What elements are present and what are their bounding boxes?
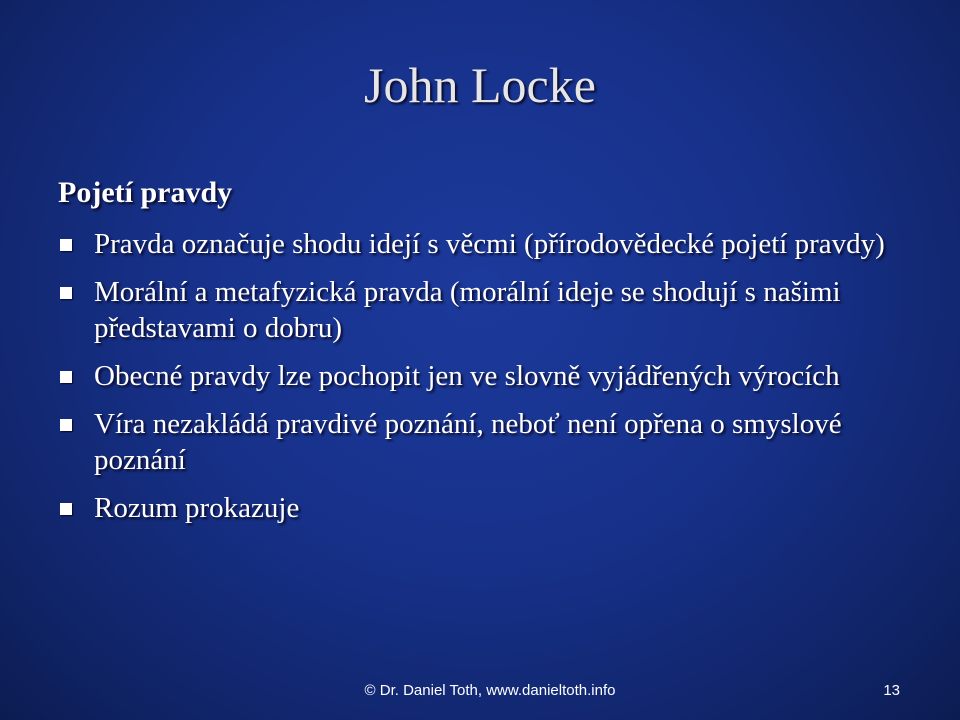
bullet-item — [58, 226, 908, 262]
square-bullet-icon — [60, 239, 72, 251]
bullet-text: Rozum prokazuje — [94, 492, 300, 524]
square-bullet-icon — [60, 371, 72, 383]
bullet-item — [58, 490, 908, 526]
slide-footer — [0, 680, 960, 704]
square-bullet-icon — [60, 419, 72, 431]
bullet-item — [58, 358, 908, 394]
square-bullet-icon — [60, 503, 72, 515]
slide-title — [0, 58, 960, 113]
bullet-text: Morální a metafyzická pravda (morální ideje se shodují s našimi představami o dobru) — [94, 276, 841, 344]
bullet-list — [58, 226, 908, 538]
square-bullet-icon — [60, 287, 72, 299]
bullet-text: Víra nezakládá pravdivé poznání, neboť není opřena o smyslové poznání — [94, 408, 842, 476]
bullet-text: Pravda označuje shodu idejí s věcmi (přírodovědecké pojetí pravdy) — [94, 228, 885, 260]
page-number: 13 — [883, 682, 900, 699]
bullet-item — [58, 406, 908, 478]
footer-credit: © Dr. Daniel Toth, www.danieltoth.info — [364, 682, 616, 699]
slide-title-text: John Locke — [364, 57, 596, 113]
bullet-item — [58, 274, 908, 346]
bullet-text: Obecné pravdy lze pochopit jen ve slovně vyjádřených výrocích — [94, 360, 840, 392]
section-heading: Pojetí pravdy — [58, 176, 233, 209]
